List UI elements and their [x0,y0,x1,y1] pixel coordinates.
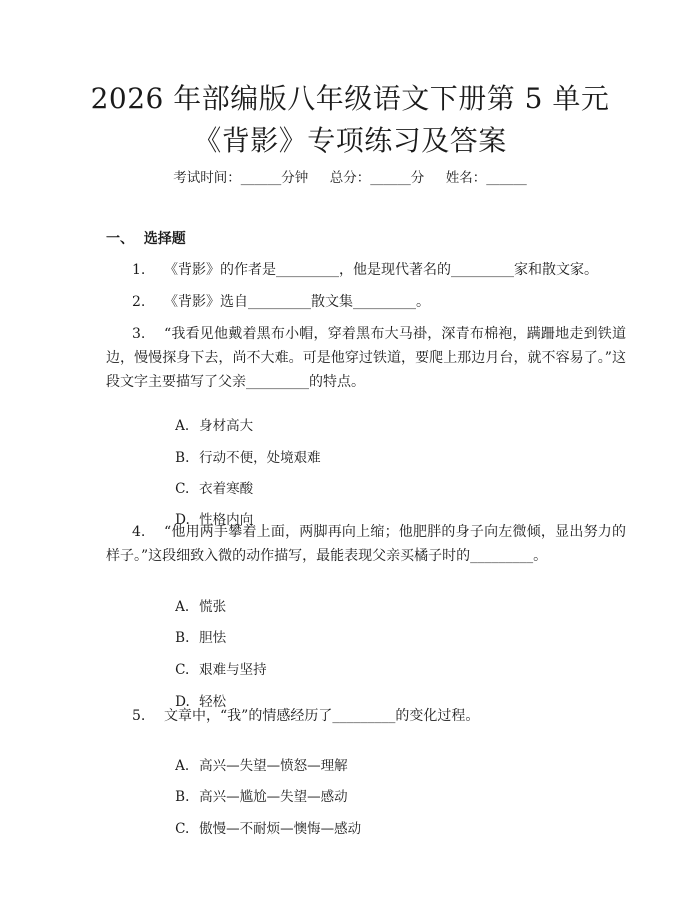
option-letter: A. [175,418,190,434]
option-letter: B. [175,789,190,805]
question-1 [106,258,626,282]
option-letter: C. [175,481,190,497]
option-5c [158,799,361,859]
question-number: 2. [132,294,146,310]
option-text: 衣着寒酸 [199,481,254,497]
question-number: 5. [132,708,146,724]
option-text: 身材高大 [199,418,254,434]
question-number: 1. [132,262,146,278]
option-text: 艰难与坚持 [199,662,267,678]
document-title: 2026 年部编版八年级语文下册第 5 单元《背影》专项练习及答案 [90,82,610,157]
question-text: “我看见他戴着黑布小帽，穿着黑布大马褂，深青布棉袍，蹒跚地走到铁道边，慢慢探身下去，尚不大难。可是他穿过铁道，要爬上那边月台，就不容易了。”这段文字主要描写了父亲_________的特点。 [106,326,626,390]
option-letter: D. [175,512,190,528]
question-3 [106,322,626,394]
option-letter: C. [175,662,190,678]
option-letter: B. [175,450,190,466]
exam-info-line: 考试时间：______分钟 总分：______分 姓名：______ [173,170,527,186]
question-number: 4. [132,524,146,540]
option-text: 胆怯 [199,630,227,646]
question-text: 文章中，“我”的情感经历了_________的变化过程。 [164,708,480,724]
option-text: 高兴—尴尬—失望—感动 [199,789,348,805]
question-2 [106,290,626,314]
option-letter: C. [175,821,190,837]
question-4 [106,520,626,568]
option-text: 轻松 [199,694,227,710]
question-text: 《背影》的作者是_________，他是现代著名的_________家和散文家。 [164,262,598,278]
question-text: 《背影》选自_________散文集_________。 [164,294,430,310]
question-number: 3. [132,326,146,342]
option-letter: B. [175,630,190,646]
option-text: 高兴—失望—愤怒—理解 [199,758,348,774]
option-text: 慌张 [199,599,227,615]
option-letter: D. [175,694,190,710]
option-letter: A. [175,599,190,615]
option-text: 行动不便，处境艰难 [199,450,321,466]
option-text: 性格内向 [199,512,254,528]
option-text: 傲慢—不耐烦—懊悔—感动 [199,821,362,837]
question-text: “他用两手攀着上面，两脚再向上缩；他肥胖的身子向左微倾，显出努力的样子。”这段细致入微的动作描写，最能表现父亲买橘子时的_________。 [106,524,626,564]
section-heading: 一、 选择题 [106,231,186,247]
question-5 [106,704,626,728]
option-letter: A. [175,758,190,774]
